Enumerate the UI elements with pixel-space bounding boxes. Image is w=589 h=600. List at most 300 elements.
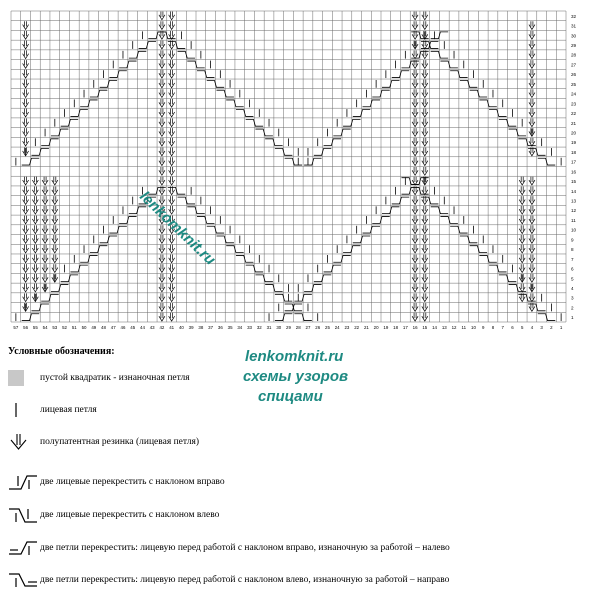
rib-stitch <box>529 258 535 263</box>
rib-stitch <box>529 180 535 185</box>
rib-stitch <box>32 200 38 205</box>
rib-stitch <box>23 209 29 214</box>
rib-stitch <box>412 15 418 20</box>
rib-stitch <box>32 219 38 224</box>
rib-stitch <box>529 122 535 127</box>
legend-text: две лицевые перекрестить с наклоном влево <box>40 510 220 520</box>
rib-stitch <box>169 102 175 107</box>
rib-stitch <box>422 122 428 127</box>
rib-stitch <box>32 268 38 273</box>
rib-stitch <box>23 219 29 224</box>
rib-stitch <box>169 180 175 185</box>
rib-stitch <box>42 229 48 234</box>
rib-stitch <box>529 54 535 59</box>
rib-stitch <box>169 83 175 88</box>
legend-text: лицевая петля <box>40 405 97 415</box>
rib-stitch <box>422 83 428 88</box>
rib-stitch <box>529 306 535 311</box>
row-number: 13 <box>571 198 577 204</box>
rib-stitch <box>52 229 58 234</box>
legend-text: две петли перекрестить: лицевую перед работой с наклоном влево, изнаночную за работой – направо <box>40 575 450 585</box>
column-number: 45 <box>130 325 136 330</box>
row-number: 23 <box>571 101 577 107</box>
rib-stitch <box>412 287 418 292</box>
row-number: 31 <box>571 23 577 29</box>
column-number: 12 <box>451 325 457 330</box>
rib-stitch <box>529 219 535 224</box>
rib-stitch <box>412 102 418 107</box>
rib-stitch <box>422 112 428 117</box>
row-number: 18 <box>571 149 577 155</box>
rib-stitch <box>169 316 175 321</box>
rib-stitch <box>169 238 175 243</box>
row-number: 25 <box>571 81 577 87</box>
legend-item-knit <box>6 400 97 420</box>
rib-stitch <box>422 229 428 234</box>
rib-stitch <box>412 316 418 321</box>
column-number: 57 <box>13 325 19 330</box>
column-number: 19 <box>383 325 389 330</box>
promo-site: lenkomknit.ru <box>245 348 344 365</box>
row-number: 16 <box>571 169 577 175</box>
rib-stitch <box>412 34 418 39</box>
rib-stitch <box>23 122 29 127</box>
rib-stitch <box>52 268 58 273</box>
column-number: 41 <box>169 325 175 330</box>
rib-stitch <box>52 180 58 185</box>
column-number: 14 <box>432 325 437 330</box>
column-number: 4 <box>530 325 534 330</box>
rib-stitch <box>32 229 38 234</box>
rib-stitch <box>23 73 29 78</box>
rib-stitch <box>23 25 29 30</box>
rib-stitch <box>529 209 535 214</box>
rib-stitch <box>422 73 428 78</box>
rib-stitch <box>42 219 48 224</box>
column-number: 52 <box>62 325 67 330</box>
rib-stitch <box>159 93 165 98</box>
rib-stitch <box>529 34 535 39</box>
rib-stitch <box>412 141 418 146</box>
rib-stitch <box>412 297 418 302</box>
rib-stitch <box>159 258 165 263</box>
rib-stitch <box>422 170 428 175</box>
rib-stitch <box>159 248 165 253</box>
rib-stitch <box>159 229 165 234</box>
column-number: 49 <box>91 325 97 330</box>
rib-stitch <box>412 209 418 214</box>
rib-stitch <box>169 25 175 30</box>
rib-stitch <box>23 297 29 302</box>
rib-stitch <box>23 268 29 273</box>
rib-stitch <box>529 102 535 107</box>
rib-stitch <box>159 112 165 117</box>
rib-stitch <box>159 190 165 195</box>
rib-stitch <box>169 190 175 195</box>
cross-knit-purl-left-icon <box>6 570 40 590</box>
column-number: 38 <box>198 325 204 330</box>
rib-stitch <box>169 161 175 166</box>
row-number: 3 <box>571 295 574 301</box>
column-number: 35 <box>227 325 233 330</box>
rib-stitch <box>159 73 165 78</box>
legend-item-cross-right <box>6 472 225 492</box>
rib-stitch <box>422 151 428 156</box>
rib-stitch <box>422 93 428 98</box>
column-number: 56 <box>23 325 29 330</box>
rib-stitch <box>159 277 165 282</box>
rib-stitch <box>422 306 428 311</box>
column-number: 11 <box>461 325 467 330</box>
column-number: 6 <box>511 325 514 330</box>
rib-stitch <box>412 83 418 88</box>
row-number: 15 <box>571 179 577 185</box>
column-number: 46 <box>120 325 126 330</box>
row-number: 21 <box>571 120 577 126</box>
cross-knit-purl-right-icon <box>6 538 40 558</box>
rib-stitch <box>42 200 48 205</box>
rib-stitch <box>422 63 428 68</box>
rib-stitch <box>169 258 175 263</box>
rib-stitch <box>412 122 418 127</box>
column-number: 48 <box>101 325 106 330</box>
rib-stitch <box>169 44 175 49</box>
fishermans-rib-icon <box>6 432 40 452</box>
rib-stitch <box>169 54 175 59</box>
row-number: 28 <box>571 52 577 58</box>
rib-stitch <box>32 248 38 253</box>
column-number: 40 <box>178 325 184 330</box>
rib-stitch <box>422 15 428 20</box>
rib-stitch <box>412 306 418 311</box>
row-number: 5 <box>571 276 574 282</box>
rib-stitch <box>23 248 29 253</box>
column-number: 25 <box>325 325 330 330</box>
rib-stitch <box>422 161 428 166</box>
row-number: 26 <box>571 72 577 78</box>
rib-stitch <box>159 161 165 166</box>
rib-stitch <box>169 151 175 156</box>
rib-stitch <box>23 63 29 68</box>
column-number: 28 <box>295 325 301 330</box>
rib-stitch <box>529 112 535 117</box>
rib-stitch <box>159 63 165 68</box>
rib-stitch <box>159 151 165 156</box>
rib-stitch <box>169 200 175 205</box>
column-number: 20 <box>373 325 379 330</box>
row-number: 6 <box>571 266 574 272</box>
knit-stitch-icon <box>6 400 40 420</box>
rib-stitch <box>529 248 535 253</box>
rib-stitch <box>42 268 48 273</box>
legend-item-fishermans-rib <box>6 432 199 452</box>
rib-stitch <box>529 151 535 156</box>
legend-item-purl <box>6 368 190 388</box>
column-number: 9 <box>482 325 485 330</box>
row-number: 17 <box>571 159 577 165</box>
rib-stitch <box>23 200 29 205</box>
rib-stitch <box>159 54 165 59</box>
column-number: 17 <box>402 325 408 330</box>
row-number: 20 <box>571 130 577 136</box>
row-number: 9 <box>571 237 574 243</box>
column-number: 8 <box>491 325 495 330</box>
column-number: 26 <box>315 325 321 330</box>
rib-stitch <box>42 277 48 282</box>
rib-stitch <box>519 200 525 205</box>
rib-stitch <box>169 297 175 302</box>
rib-stitch <box>519 268 525 273</box>
rib-stitch <box>422 316 428 321</box>
rib-stitch <box>159 141 165 146</box>
rib-stitch <box>159 180 165 185</box>
row-number: 27 <box>571 62 577 68</box>
rib-stitch <box>412 248 418 253</box>
rib-stitch <box>32 180 38 185</box>
rib-stitch <box>412 258 418 263</box>
rib-stitch <box>412 25 418 30</box>
rib-stitch <box>519 248 525 253</box>
row-number: 30 <box>571 33 577 39</box>
cross-left-icon <box>6 505 40 525</box>
column-number: 24 <box>334 325 340 330</box>
row-number: 11 <box>571 217 576 223</box>
legend-item-cross-knit-purl-left <box>6 570 449 590</box>
rib-stitch <box>422 102 428 107</box>
column-number: 5 <box>520 325 524 330</box>
column-number: 43 <box>149 325 155 330</box>
rib-stitch <box>519 180 525 185</box>
rib-stitch <box>169 122 175 127</box>
rib-stitch <box>412 277 418 282</box>
rib-stitch <box>422 268 428 273</box>
rib-stitch <box>42 209 48 214</box>
cross-right-icon <box>6 472 40 492</box>
rib-stitch <box>412 200 418 205</box>
rib-stitch <box>159 170 165 175</box>
row-number: 2 <box>571 305 574 311</box>
rib-stitch <box>32 258 38 263</box>
rib-stitch <box>159 25 165 30</box>
row-number: 10 <box>571 227 577 233</box>
row-number: 8 <box>571 247 574 253</box>
rib-stitch <box>529 63 535 68</box>
column-number: 21 <box>363 325 369 330</box>
rib-stitch <box>159 306 165 311</box>
watermark: lenkomknit.ru <box>136 188 219 269</box>
rib-stitch <box>32 209 38 214</box>
column-number: 50 <box>81 325 87 330</box>
rib-stitch <box>32 287 38 292</box>
rib-stitch <box>159 83 165 88</box>
column-number: 34 <box>237 325 243 330</box>
row-number: 22 <box>571 111 577 117</box>
rib-stitch <box>159 287 165 292</box>
rib-stitch <box>169 277 175 282</box>
rib-stitch <box>23 287 29 292</box>
rib-stitch <box>529 238 535 243</box>
rib-stitch <box>422 297 428 302</box>
rib-stitch <box>159 122 165 127</box>
rib-stitch <box>412 73 418 78</box>
rib-stitch <box>52 219 58 224</box>
rib-stitch <box>422 287 428 292</box>
legend-text: полупатентная резинка (лицевая петля) <box>40 437 200 447</box>
rib-stitch <box>159 131 165 136</box>
rib-stitch <box>32 238 38 243</box>
rib-stitch <box>412 151 418 156</box>
rib-stitch <box>42 258 48 263</box>
column-number: 29 <box>286 325 291 330</box>
rib-stitch <box>159 44 165 49</box>
rib-stitch <box>169 15 175 20</box>
rib-stitch <box>529 200 535 205</box>
row-numbers <box>571 14 577 320</box>
rib-stitch <box>159 297 165 302</box>
purl-square-icon <box>6 368 40 388</box>
row-number: 4 <box>571 285 574 291</box>
column-number: 39 <box>188 325 194 330</box>
rib-stitch <box>412 161 418 166</box>
rib-stitch <box>422 209 428 214</box>
rib-stitch <box>422 54 428 59</box>
rib-stitch <box>519 258 525 263</box>
rib-stitch <box>519 238 525 243</box>
column-number: 15 <box>422 325 428 330</box>
rib-stitch <box>42 180 48 185</box>
rib-stitch <box>529 83 535 88</box>
legend-item-cross-left <box>6 505 219 525</box>
row-number: 29 <box>571 43 577 49</box>
row-number: 7 <box>571 256 574 262</box>
column-number: 30 <box>276 325 282 330</box>
column-number: 23 <box>344 325 350 330</box>
column-number: 36 <box>217 325 223 330</box>
rib-stitch <box>52 238 58 243</box>
column-number: 2 <box>550 325 553 330</box>
legend-text: две лицевые перекрестить с наклоном вправо <box>40 477 225 487</box>
legend-text: пустой квадратик - изнаночная петля <box>40 373 190 383</box>
column-number: 18 <box>393 325 399 330</box>
rib-stitch <box>23 34 29 39</box>
promo-subtitle-2: спицами <box>258 388 323 405</box>
rib-stitch <box>422 200 428 205</box>
column-number: 53 <box>52 325 58 330</box>
column-number: 44 <box>140 325 145 330</box>
rib-stitch <box>23 83 29 88</box>
rib-stitch <box>412 190 418 195</box>
rib-stitch <box>529 93 535 98</box>
rib-stitch <box>529 190 535 195</box>
rib-stitch <box>422 277 428 282</box>
rib-stitch <box>169 306 175 311</box>
column-number: 27 <box>305 325 311 330</box>
column-number: 1 <box>559 325 563 330</box>
rib-stitch <box>32 190 38 195</box>
column-number: 22 <box>354 325 360 330</box>
column-number: 32 <box>256 325 262 330</box>
legend-title: Условные обозначения: <box>8 346 115 357</box>
rib-stitch <box>52 209 58 214</box>
rib-stitch <box>23 93 29 98</box>
legend-text: две петли перекрестить: лицевую перед работой с наклоном вправо, изнаночную за работой – налево <box>40 543 450 553</box>
rib-stitch <box>529 73 535 78</box>
column-number: 33 <box>247 325 252 330</box>
rib-stitch <box>169 170 175 175</box>
rib-stitch <box>422 131 428 136</box>
rib-stitch <box>422 248 428 253</box>
chart-grid <box>11 11 566 322</box>
column-number: 3 <box>540 325 543 330</box>
rib-stitch <box>412 93 418 98</box>
rib-stitch <box>32 277 38 282</box>
rib-stitch <box>412 238 418 243</box>
rib-stitch <box>412 219 418 224</box>
rib-stitch <box>23 238 29 243</box>
column-number: 47 <box>110 325 116 330</box>
rib-stitch <box>159 238 165 243</box>
rib-stitch <box>519 219 525 224</box>
rib-stitch <box>169 248 175 253</box>
rib-stitch <box>519 297 525 302</box>
rib-stitch <box>529 25 535 30</box>
rib-stitch <box>412 131 418 136</box>
rib-stitch <box>23 229 29 234</box>
rib-stitch <box>422 219 428 224</box>
column-number: 10 <box>471 325 476 330</box>
rib-stitch <box>159 102 165 107</box>
rib-stitch <box>412 170 418 175</box>
rib-stitch <box>23 44 29 49</box>
row-number: 32 <box>571 13 577 19</box>
column-numbers <box>13 325 562 330</box>
promo-subtitle: схемы узоров <box>243 368 349 385</box>
rib-stitch <box>23 190 29 195</box>
rib-stitch <box>529 277 535 282</box>
rib-stitch <box>529 268 535 273</box>
rib-stitch <box>169 287 175 292</box>
rib-stitch <box>23 277 29 282</box>
rib-stitch <box>169 63 175 68</box>
rib-stitch <box>519 190 525 195</box>
rib-stitch <box>159 15 165 20</box>
rib-stitch <box>169 93 175 98</box>
column-number: 16 <box>412 325 418 330</box>
column-number: 7 <box>501 325 504 330</box>
column-number: 13 <box>441 325 447 330</box>
rib-stitch <box>529 44 535 49</box>
rib-stitch <box>42 190 48 195</box>
row-number: 1 <box>571 315 574 321</box>
rib-stitch <box>52 248 58 253</box>
rib-stitch <box>412 63 418 68</box>
column-number: 37 <box>208 325 214 330</box>
rib-stitch <box>23 112 29 117</box>
rib-stitch <box>519 209 525 214</box>
rib-stitch <box>519 229 525 234</box>
rib-stitch <box>169 112 175 117</box>
rib-stitch <box>422 25 428 30</box>
rib-stitch <box>42 248 48 253</box>
rib-stitch <box>159 34 165 39</box>
rib-stitch <box>529 229 535 234</box>
column-number: 54 <box>42 325 48 330</box>
rib-stitch <box>52 200 58 205</box>
rib-stitch <box>23 258 29 263</box>
rib-stitch <box>412 112 418 117</box>
rib-stitch <box>159 316 165 321</box>
rib-stitch <box>23 54 29 59</box>
